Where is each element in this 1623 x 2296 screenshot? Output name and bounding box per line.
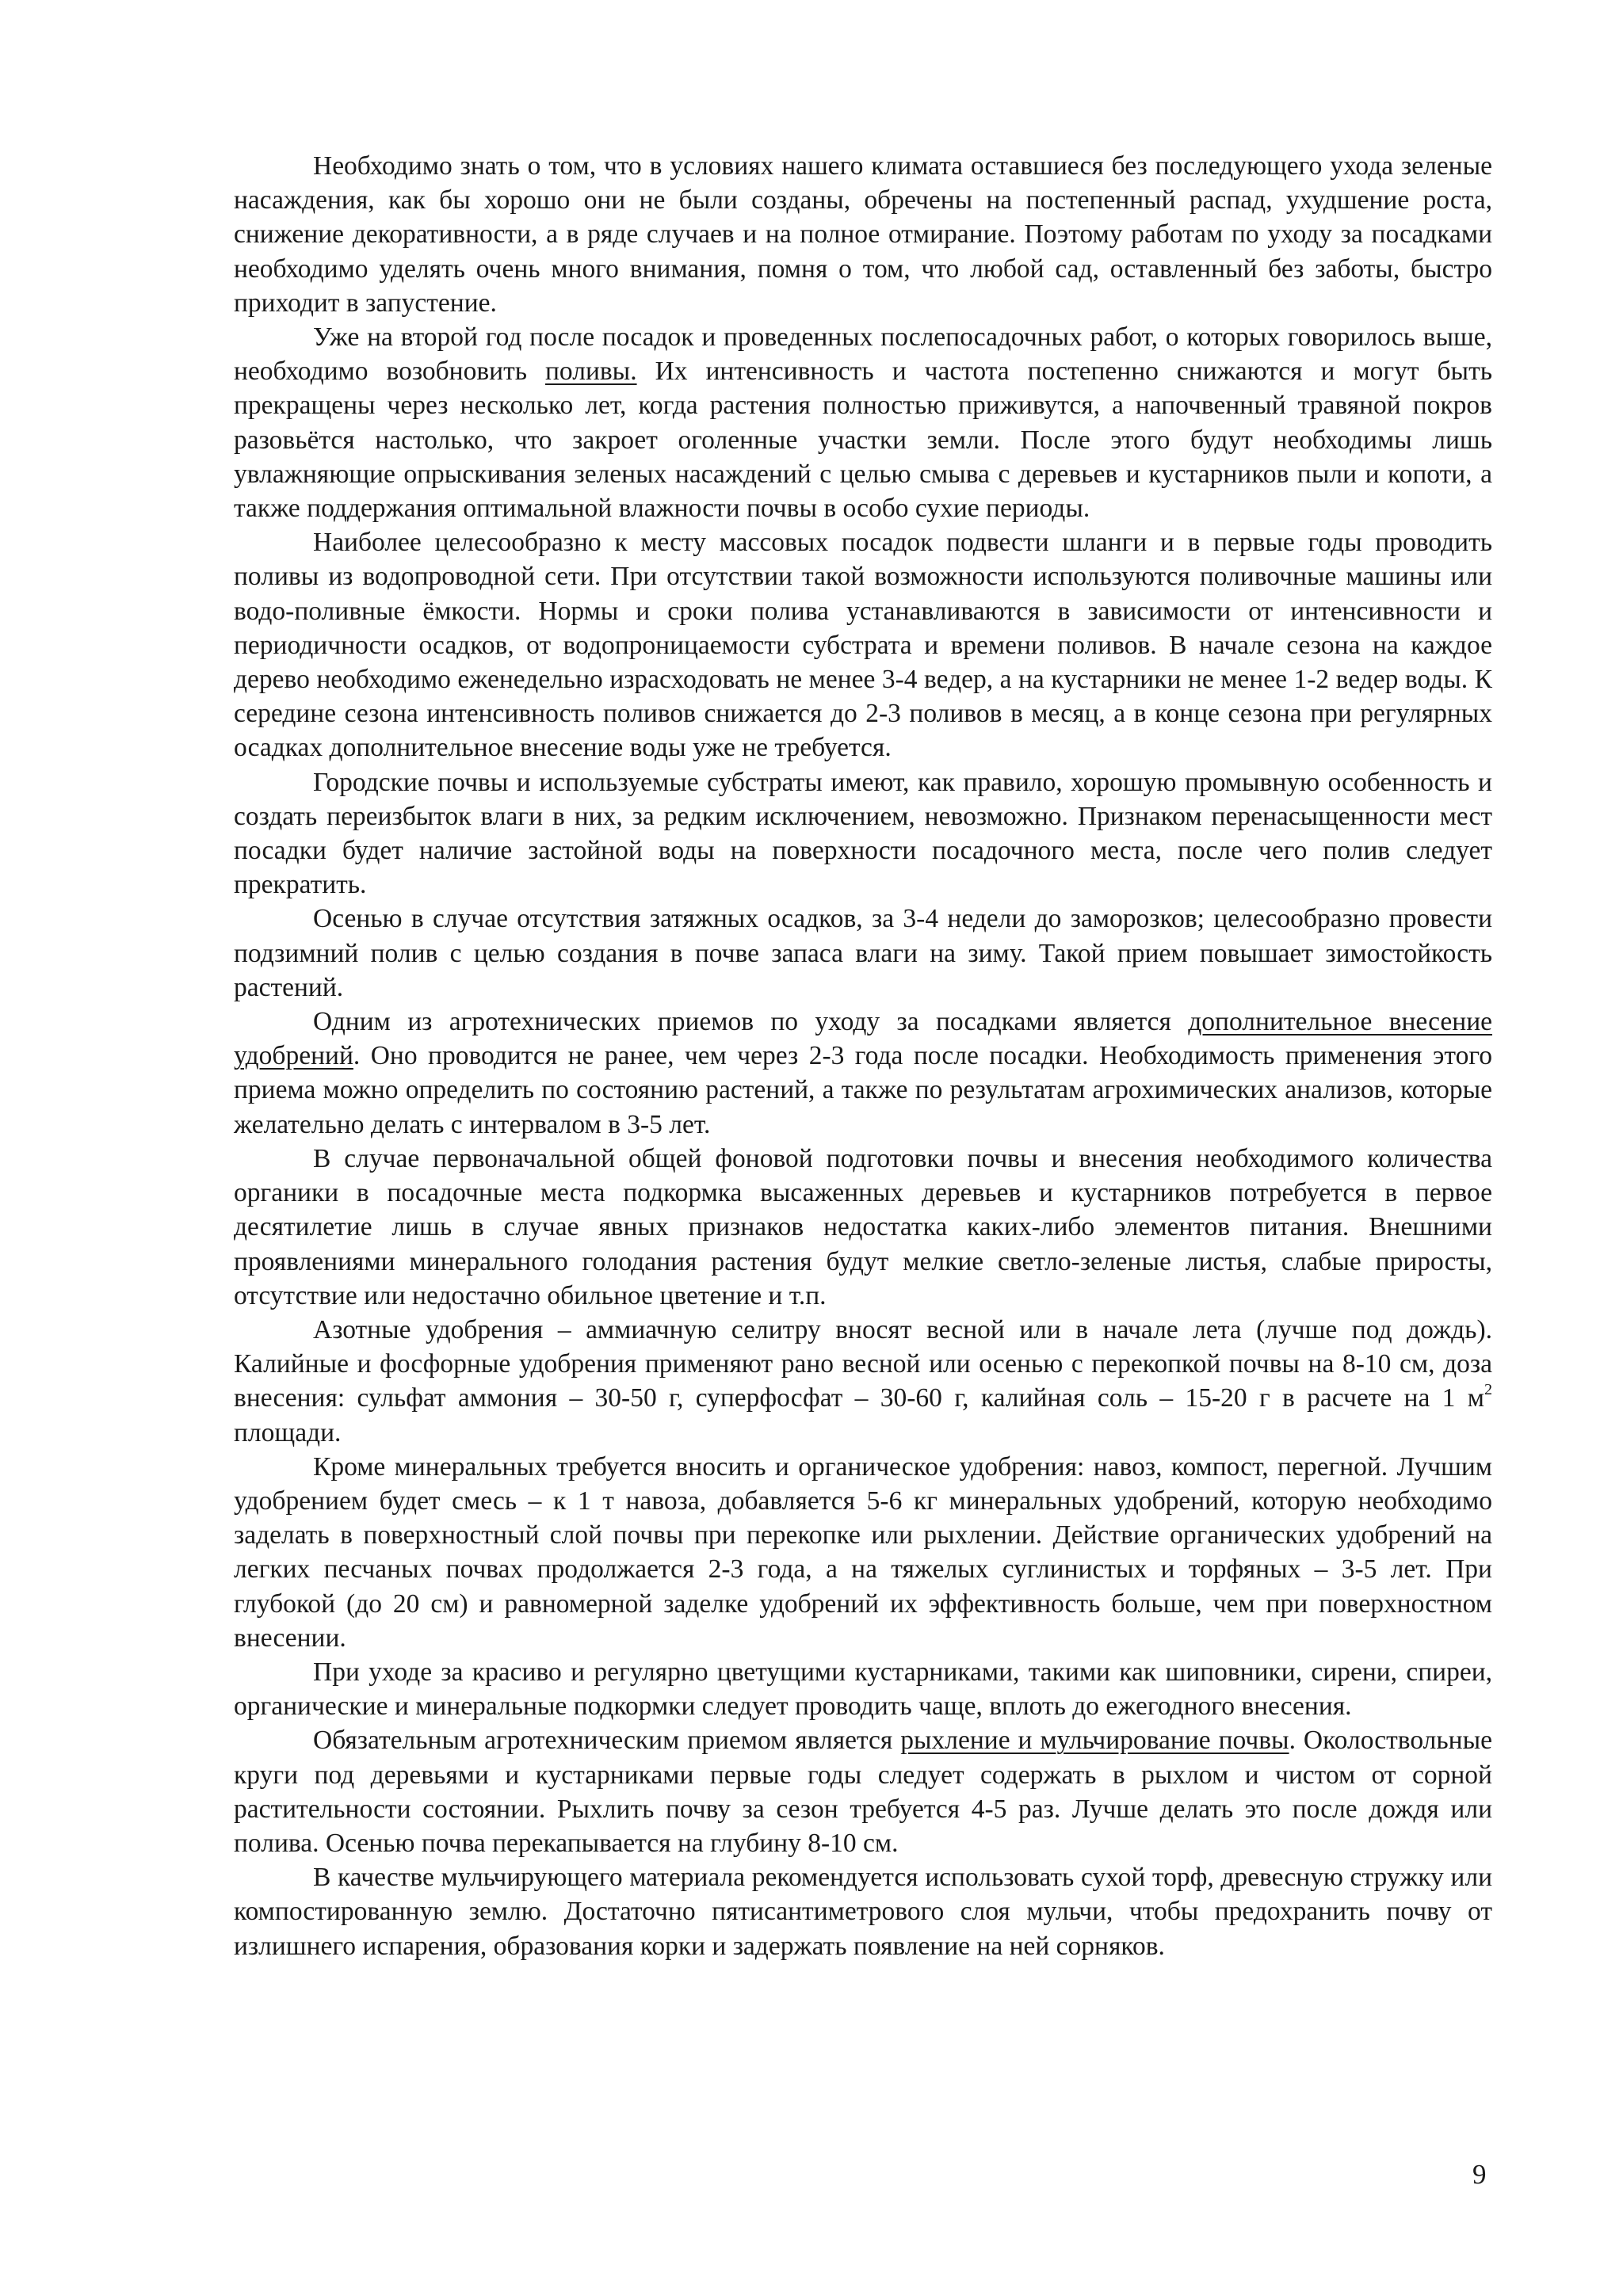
paragraph-text: площади. bbox=[234, 1417, 342, 1447]
paragraph-text: Уже на второй год после посадок и проведенных послепосадочных работ, о которых говорилось выше, необходимо возобновить bbox=[234, 322, 1492, 387]
paragraph-text: Обязательным агротехническим приемом является bbox=[313, 1726, 901, 1756]
paragraph-watering bbox=[234, 320, 1492, 525]
paragraph-watering-norms: Наиболее целесообразно к месту массовых посадок подвести шланги и в первые годы проводить поливы из водопроводной сети. При отсутствии такой возможности используются поливочные машины или водо-поливные ёмкости. Нормы и сроки полива устанавливаются в зависимости от интенсивности и периодичности осадков, от водопроницаемости субстрата и времени поливов. В начале сезона на каждое дерево необходимо еженедельно израсходовать не менее 3-4 ведер, а на кустарники не менее 1-2 ведер воды. К середине сезона интенсивность поливов снижается до 2-3 поливов в месяц, а в конце сезона при регулярных осадках дополнительное внесение воды уже не требуется. bbox=[234, 528, 1492, 763]
paragraph-text: Их интенсивность и частота постепенно снижаются и могут быть прекращены через несколько лет, когда растения полностью приживутся, а напочвенный травяной покров разовьётся настолько, что закроет оголенные участки земли. После этого будут необходимы лишь увлажняющие опрыскивания зеленых насаждений с целью смыва с деревьев и кустарников пыли и копоти, а также поддержания оптимальной влажности почвы в особо сухие периоды. bbox=[234, 357, 1492, 524]
paragraph-loosening bbox=[234, 1723, 1492, 1860]
paragraph-autumn-watering: Осенью в случае отсутствия затяжных осадков, за 3-4 недели до заморозков; целесообразно провести подзимний полив с целью создания в почве запаса влаги на зиму. Такой прием повышает зимостойкость растений. bbox=[234, 904, 1492, 1002]
paragraph-urban-soils: Городские почвы и используемые субстраты имеют, как правило, хорошую промывную особенность и создать переизбыток влаги в них, за редким исключением, невозможно. Признаком перенасыщенности мест посадки будет наличие застойной воды на поверхности посадочного места, после чего полив следует прекратить. bbox=[234, 767, 1492, 900]
underlined-term-loosening: рыхление и мульчирование почвы bbox=[900, 1726, 1289, 1756]
body-text bbox=[234, 149, 1492, 1963]
superscript-square: 2 bbox=[1484, 1381, 1492, 1399]
page-number: 9 bbox=[1472, 2159, 1487, 2190]
paragraph-mineral-doses bbox=[234, 1313, 1492, 1450]
paragraph-flowering-shrubs: При уходе за красиво и регулярно цветущими кустарниками, такими как шиповники, сирени, спиреи, органические и минеральные подкормки следует проводить чаще, вплоть до ежегодного внесения. bbox=[234, 1657, 1492, 1722]
paragraph-text: Азотные удобрения – аммиачную селитру вносят весной или в начале лета (лучше под дождь). Калийные и фосфорные удобрения применяют рано весной или осенью с перекопкой почвы на 8-10 см, доза внесения: сульфат аммония – 30-50 г, суперфосфат – 30-60 г, калийная соль – 15-20 г в расчете на 1 м bbox=[234, 1314, 1492, 1413]
paragraph-fertilizing bbox=[234, 1005, 1492, 1142]
paragraph-text: . Околоствольные круги под деревьями и кустарниками первые годы следует содержать в рыхлом и чистом от сорной растительности состоянии. Рыхлить почву за сезон требуется 4-5 раз. Лучше делать это после дождя или полива. Осенью почва перекапывается на глубину 8-10 см. bbox=[234, 1726, 1492, 1858]
paragraph-nutrient-deficiency: В случае первоначальной общей фоновой подготовки почвы и внесения необходимого количества органики в посадочные места подкормка высаженных деревьев и кустарников потребуется в первое десятилетие лишь в случае явных признаков недостатка каких-либо элементов питания. Внешними проявлениями минерального голодания растения будут мелкие светло-зеленые листья, слабые приросты, отсутствие или недостачно обильное цветение и т.п. bbox=[234, 1143, 1492, 1310]
underlined-term-watering: поливы. bbox=[544, 357, 637, 387]
underlined-term-fertilizing: дополнительное внесение удобрений bbox=[234, 1007, 1492, 1071]
paragraph-organic-fertilizer: Кроме минеральных требуется вносить и органическое удобрения: навоз, компост, перегной. Лучшим удобрением будет смесь – к 1 т навоза, добавляется 5-6 кг минеральных удобрений, которую необходимо заделать в поверхностный слой почвы при перекопке или рыхлении. Действие органических удобрений на легких песчаных почвах продолжается 2-3 года, а на тяжелых суглинистых и торфяных – 3-5 лет. При глубокой (до 20 см) и равномерной заделке удобрений их эффективность больше, чем при поверхностном внесении. bbox=[234, 1451, 1492, 1653]
paragraph-text: Одним из агротехнических приемов по уходу за посадками является bbox=[313, 1007, 1189, 1037]
paragraph-mulch: В качестве мульчирующего материала рекомендуется использовать сухой торф, древесную стружку или компостированную землю. Достаточно пятисантиметрового слоя мульчи, чтобы предохранить почву от излишнего испарения, образования корки и задержать появление на ней сорняков. bbox=[234, 1863, 1492, 1961]
paragraph-care-importance: Необходимо знать о том, что в условиях нашего климата оставшиеся без последующего ухода зеленые насаждения, как бы хорошо они не были созданы, обречены на постепенный распад, ухудшение роста, снижение декоративности, а в ряде случаев и на полное отмирание. Поэтому работам по уходу за посадками необходимо уделять очень много внимания, помня о том, что любой сад, оставленный без заботы, быстро приходит в запустение. bbox=[234, 151, 1492, 318]
paragraph-text: . Оно проводится не ранее, чем через 2-3 года после посадки. Необходимость применения этого приема можно определить по состоянию растений, а также по результатам агрохимических анализов, которые желательно делать с интервалом в 3-5 лет. bbox=[234, 1041, 1492, 1139]
